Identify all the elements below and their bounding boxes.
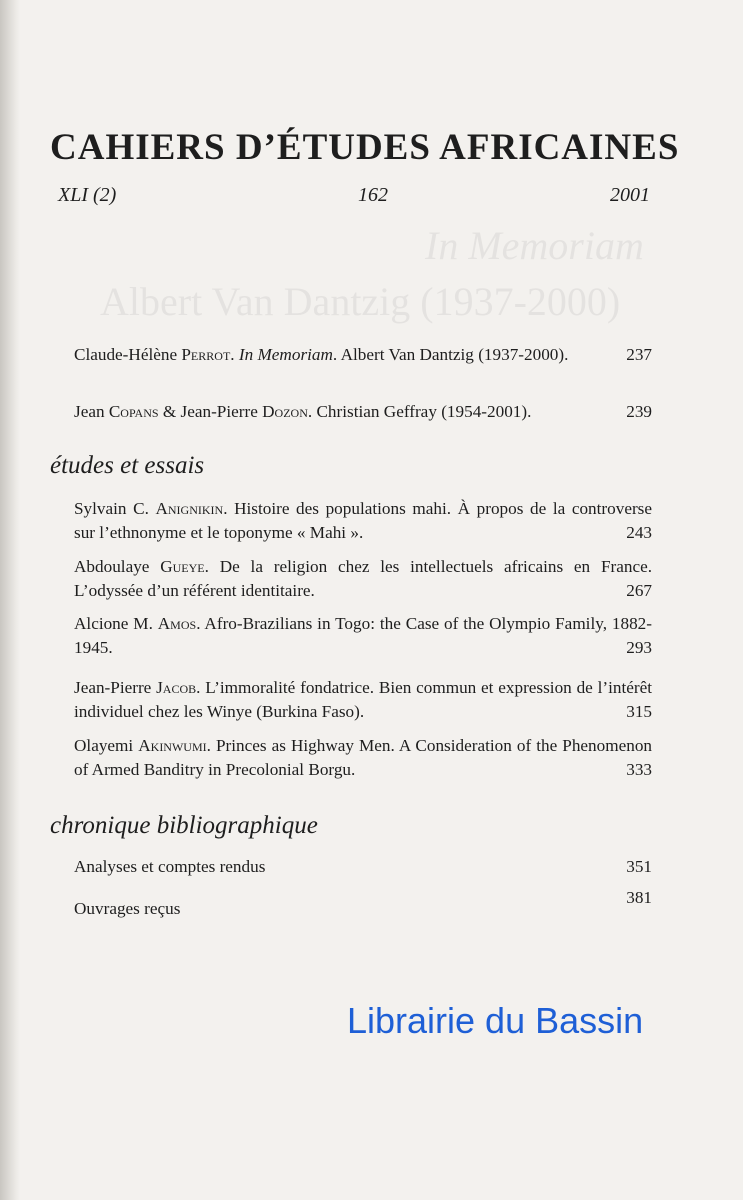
toc-entry [74, 612, 652, 660]
author-last: Perrot [181, 345, 231, 364]
section-heading: chronique bibliographique [50, 812, 318, 839]
page-number: 315 [626, 702, 652, 721]
author-first: Olayemi [74, 736, 139, 755]
issue-number: 162 [358, 184, 388, 206]
toc-entry [74, 555, 652, 603]
journal-title: CAHIERS D’ÉTUDES AFRICAINES [50, 127, 680, 168]
author-last: Akinwumi [138, 736, 207, 755]
author-first: Alcione M. [74, 614, 158, 633]
toc-entry [74, 855, 652, 879]
author-last: Jacob [156, 678, 197, 697]
volume-label: XLI (2) [58, 184, 117, 206]
author-first: Jean-Pierre [74, 678, 157, 697]
entry-title: . Afro-Brazilians in Togo: the Case of the Olympio Family, 1882-1945. [74, 614, 652, 657]
page-number: 351 [626, 857, 652, 876]
toc-entry [74, 497, 652, 545]
entry-title: Ouvrages reçus [74, 899, 181, 918]
author-first: & Jean-Pierre [158, 402, 263, 421]
toc-entry: Claude-Hélène Perrot. In Memoriam. Albert Van Dantzig (1937-2000). 237 [74, 343, 652, 367]
bleed-through-text: In Memoriam [425, 223, 644, 268]
entry-title: . De la religion chez les intellectuels africains en France. L’odyssée d’un référent identitaire. [74, 557, 653, 600]
author-last: Amos [157, 614, 197, 633]
toc-entry [74, 400, 652, 424]
page-number: 333 [626, 760, 652, 779]
entry-title: . Albert Van Dantzig (1937-2000). [332, 345, 569, 364]
toc-entry [74, 734, 652, 782]
page-number: 381 [626, 888, 652, 907]
issue-year: 2001 [610, 184, 650, 206]
page-gutter-shadow [0, 0, 20, 1200]
author-last: Gueye [160, 557, 205, 576]
entry-title: Analyses et comptes rendus [74, 857, 266, 876]
author-first: Abdoulaye [74, 557, 161, 576]
toc-entry [74, 888, 652, 918]
author-first: Claude-Hélène [74, 345, 182, 364]
author-last: Dozon [262, 402, 308, 421]
entry-title: . Princes as Highway Men. A Consideration of the Phenomenon of Armed Banditry in Precolonial Borgu. [74, 736, 653, 779]
page-number: 243 [626, 523, 652, 542]
entry-title-italic: In Memoriam [238, 345, 333, 364]
page-number: 267 [626, 581, 652, 600]
entry-title: . Christian Geffray (1954-2001). [307, 402, 532, 421]
toc-entry [74, 676, 652, 724]
watermark-text: Librairie du Bassin [347, 1000, 644, 1041]
page-number: 239 [626, 402, 652, 421]
author-first: Jean [74, 402, 109, 421]
author-last: Anignikin [155, 499, 224, 518]
bleed-through-text: Albert Van Dantzig (1937-2000) [100, 279, 621, 324]
entry-title: . L’immoralité fondatrice. Bien commun et expression de l’intérêt individuel chez les Winye (Burkina Faso). [74, 678, 652, 721]
author-last: Copans [108, 402, 159, 421]
entry-title: . Histoire des populations mahi. À propos de la controverse sur l’ethnonyme et le toponyme « Mahi ». [74, 499, 652, 542]
page-number: 237 [626, 345, 652, 364]
author-first: Sylvain C. [74, 499, 156, 518]
page-number: 293 [626, 638, 652, 657]
section-heading: études et essais [50, 452, 205, 479]
